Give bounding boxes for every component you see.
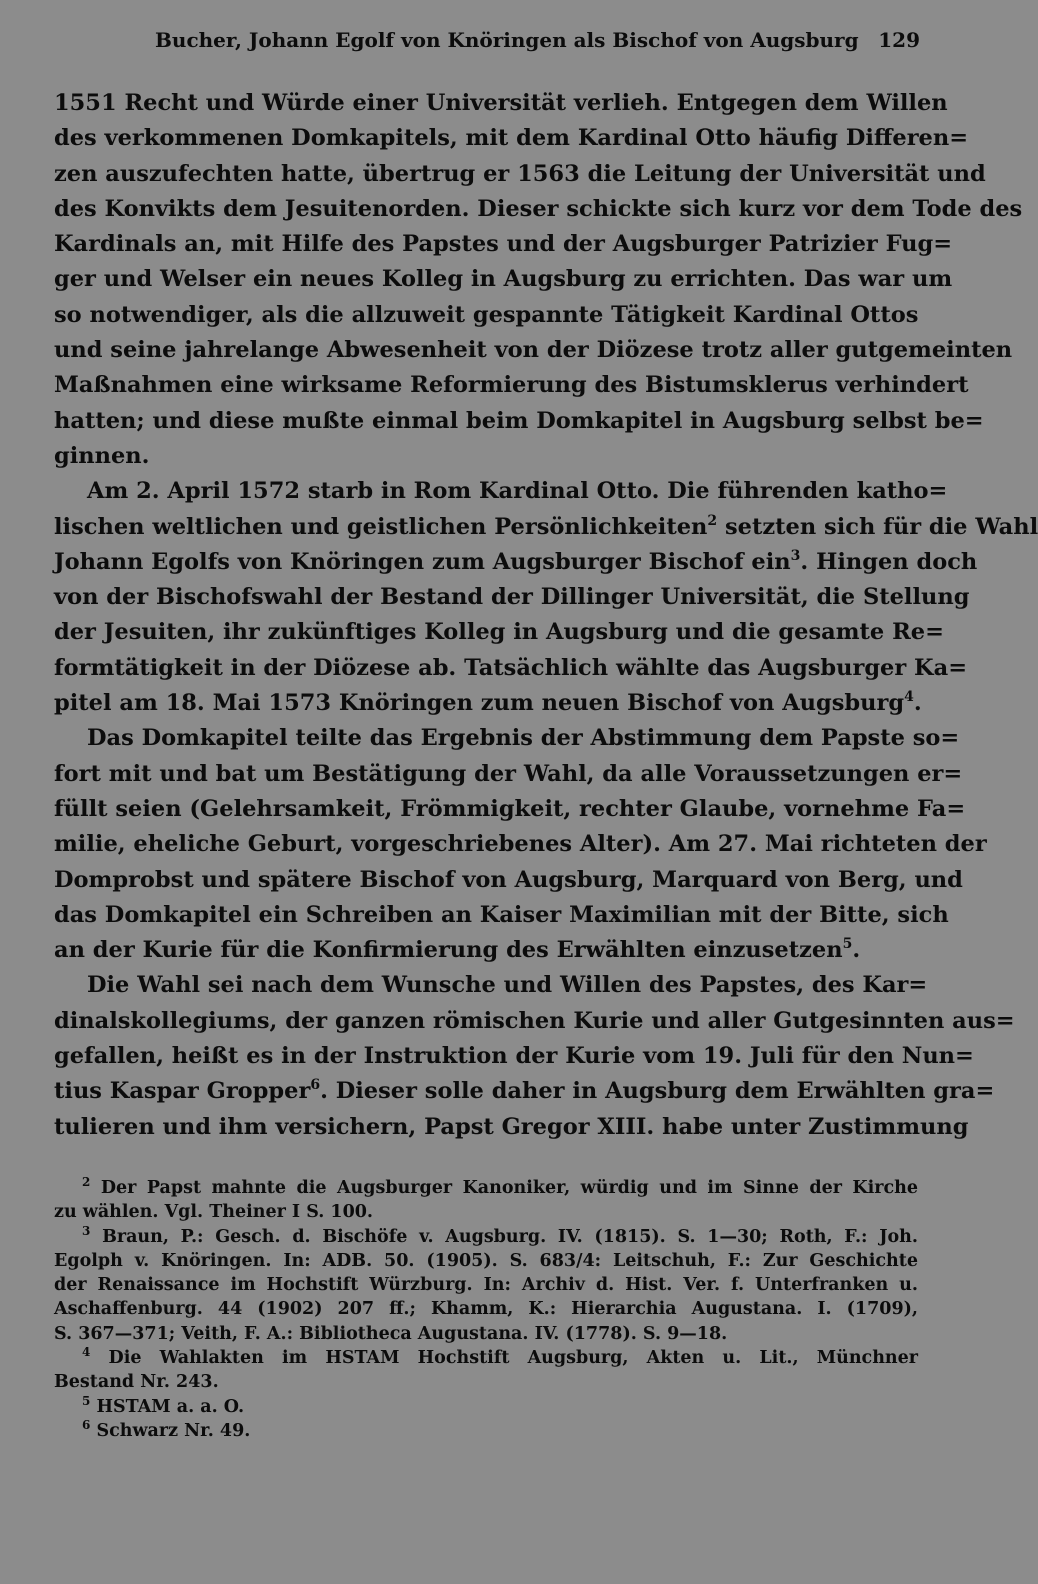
text-fragment: tius Kaspar Gropper (54, 1078, 311, 1105)
text-fragment: an der Kurie für die Konfirmierung des Erwählten einzusetzen (54, 937, 843, 964)
footnote-line (54, 1346, 918, 1370)
text-line: zen auszufechten hatte, übertrug er 1563 die Leitung der Universität und (54, 160, 986, 187)
text-line: Am 2. April 1572 starb in Rom Kardinal Otto. Die führenden katho= (87, 478, 948, 505)
footnote-line (54, 1419, 918, 1443)
text-line: Das Domkapitel teilte das Ergebnis der Abstimmung dem Papste so= (87, 725, 960, 752)
text-line: 1551 Recht und Würde einer Universität verlieh. Entgegen dem Willen (54, 90, 948, 116)
footnote-reference: 6 (310, 1077, 321, 1094)
text-line: der Jesuiten, ihr zukünftiges Kolleg in Augsburg und die gesamte Re= (54, 619, 944, 646)
footnote-reference: 5 (842, 936, 853, 953)
running-title: Bucher, Johann Egolf von Knöringen als Bischof von Augsburg (155, 28, 859, 52)
text-line: das Domkapitel ein Schreiben an Kaiser Maximilian mit der Bitte, sich (54, 901, 949, 928)
footnote-line (54, 1395, 918, 1419)
text-line: fort mit und bat um Bestätigung der Wahl, da alle Voraussetzungen er= (54, 760, 963, 787)
footnote-marker: 6 (82, 1417, 91, 1432)
text-line: füllt seien (Gelehrsamkeit, Frömmigkeit, rechter Glaube, vornehme Fa= (54, 795, 966, 822)
text-fragment: . (852, 937, 861, 964)
footnote-text: Schwarz Nr. 49. (96, 1420, 251, 1441)
text-line (54, 1074, 995, 1109)
text-line: dinalskollegiums, der ganzen römischen Kurie und aller Gutgesinnten aus= (54, 1007, 1015, 1034)
main-text (54, 86, 1038, 1145)
text-fragment: setzten sich für die Wahl (725, 513, 1038, 540)
footnote-line: zu wählen. Vgl. Theiner I S. 100. (54, 1202, 374, 1223)
text-fragment: . Dieser solle daher in Augsburg dem Erwählten gra= (320, 1078, 995, 1105)
text-line: ger und Welser ein neues Kolleg in Augsburg zu errichten. Das war um (54, 266, 953, 293)
footnote-text: HSTAM a. a. O. (96, 1396, 245, 1417)
text-line: Die Wahl sei nach dem Wunsche und Willen des Papstes, des Kar= (87, 972, 928, 999)
text-line (54, 510, 1038, 545)
text-line (54, 545, 978, 580)
text-line: Domprobst und spätere Bischof von Augsburg, Marquard von Berg, und (54, 866, 963, 893)
footnote-line: Aschaffenburg. 44 (1902) 207 ff.; Khamm, K.: Hierarchia Augustana. I. (1709), (54, 1299, 918, 1320)
footnote-reference: 4 (904, 689, 914, 706)
footnote-reference: 3 (790, 547, 801, 564)
text-line: tulieren und ihm versichern, Papst Gregor XIII. habe unter Zustimmung (54, 1113, 969, 1140)
footnote-text: Der Papst mahnte die Augsburger Kanoniker, würdig und im Sinne der Kirche (100, 1178, 918, 1198)
text-line: milie, eheliche Geburt, vorgeschriebenes Alter). Am 27. Mai richteten der (54, 831, 987, 858)
footnote-marker: 2 (82, 1175, 91, 1189)
footnote-line (54, 1225, 918, 1249)
text-fragment: Johann Egolfs von Knöringen zum Augsburger Bischof ein (54, 548, 791, 575)
text-line: gefallen, heißt es in der Instruktion der Kurie vom 19. Juli für den Nun= (54, 1043, 974, 1070)
text-line: so notwendiger, als die allzuweit gespannte Tätigkeit Kardinal Ottos (54, 301, 919, 328)
footnotes (54, 1176, 918, 1443)
footnote-marker: 5 (82, 1393, 91, 1408)
text-line: Maßnahmen eine wirksame Reformierung des Bistumsklerus verhindert (54, 372, 969, 399)
footnote-reference: 2 (707, 512, 718, 529)
footnote-line: Egolph v. Knöringen. In: ADB. 50. (1905). S. 683/4: Leitschuh, F.: Zur Geschichte (54, 1250, 918, 1271)
text-line: und seine jahrelange Abwesenheit von der Diözese trotz aller gutgemeinten (54, 337, 1013, 364)
text-line: des Konvikts dem Jesuitenorden. Dieser schickte sich kurz vor dem Tode des (54, 195, 1023, 222)
text-line: formtätigkeit in der Diözese ab. Tatsächlich wählte das Augsburger Ka= (54, 654, 968, 681)
footnote-text: Die Wahlakten im HSTAM Hochstift Augsburg, Akten u. Lit., Münchner (108, 1348, 919, 1369)
text-line: ginnen. (54, 442, 150, 469)
text-line (54, 686, 922, 721)
text-line (54, 933, 918, 968)
text-fragment: lischen weltlichen und geistlichen Persönlichkeiten (54, 513, 708, 540)
text-line: Kardinals an, mit Hilfe des Papstes und der Augsburger Patrizier Fug= (54, 231, 953, 258)
text-fragment: . (913, 690, 922, 717)
text-fragment: pitel am 18. Mai 1573 Knöringen zum neuen Bischof von Augsburg (54, 690, 905, 717)
page-number: 129 (878, 28, 920, 52)
footnote-line: S. 367—371; Veith, F. A.: Bibliotheca Augustana. IV. (1778). S. 9—18. (54, 1323, 728, 1344)
footnote-line: der Renaissance im Hochstift Würzburg. In: Archiv d. Hist. Ver. f. Unterfranken u. (54, 1275, 918, 1296)
text-fragment: . Hingen doch (800, 548, 978, 575)
page-header (155, 24, 920, 56)
text-line: des verkommenen Domkapitels, mit dem Kardinal Otto häufig Differen= (54, 125, 969, 152)
footnote-marker: 4 (82, 1345, 91, 1360)
footnote-line (54, 1176, 918, 1200)
text-line: hatten; und diese mußte einmal beim Domkapitel in Augsburg selbst be= (54, 407, 984, 434)
text-line: von der Bischofswahl der Bestand der Dillinger Universität, die Stellung (54, 584, 970, 611)
footnote-line: Bestand Nr. 243. (54, 1372, 219, 1393)
footnote-marker: 3 (82, 1223, 91, 1238)
footnote-text: Braun, P.: Gesch. d. Bischöfe v. Augsburg. IV. (1815). S. 1—30; Roth, F.: Joh. (102, 1226, 918, 1247)
